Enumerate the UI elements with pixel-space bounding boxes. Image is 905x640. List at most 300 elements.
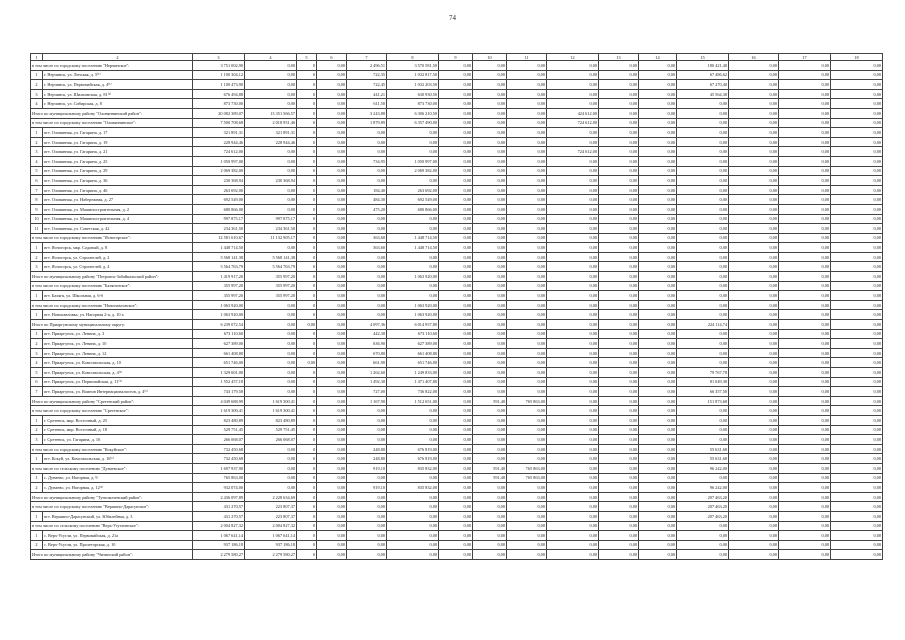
value-cell: 0,00	[639, 204, 677, 214]
value-cell: 0,00	[639, 463, 677, 473]
row-number-cell: 1	[31, 531, 43, 541]
value-cell: 0,00	[317, 233, 347, 243]
value-cell: 0,00	[677, 531, 729, 541]
value-cell: 627 389,00	[387, 339, 439, 349]
value-cell: 180 421,40	[677, 61, 729, 71]
value-cell: 0,00	[599, 166, 639, 176]
value-cell: 0,00	[831, 454, 883, 464]
value-cell: 732 450,68	[193, 454, 245, 464]
value-cell: 79 767,78	[677, 368, 729, 378]
value-cell: 0,00	[639, 454, 677, 464]
value-cell: 0,00	[547, 272, 599, 282]
value-cell: 0,00	[729, 80, 779, 90]
value-cell: 0,00	[639, 300, 677, 310]
value-cell: 263 692,00	[387, 185, 439, 195]
value-cell: 0,00	[245, 195, 297, 205]
value-cell: 0,00	[439, 540, 473, 550]
value-cell: 0,00	[547, 176, 599, 186]
value-cell: 0,00	[507, 540, 547, 550]
value-cell: 0,00	[347, 492, 387, 502]
value-cell: 2 069 382,00	[387, 166, 439, 176]
value-cell: 0,00	[547, 415, 599, 425]
value-cell: 0,00	[547, 339, 599, 349]
value-cell: 0,00	[507, 233, 547, 243]
value-cell: 0,00	[507, 262, 547, 272]
table-row	[31, 339, 883, 349]
value-cell: 0,00	[347, 425, 387, 435]
value-cell: 680 866,00	[387, 204, 439, 214]
value-cell: 0,00	[439, 243, 473, 253]
value-cell: 0,00	[639, 281, 677, 291]
value-cell: 0,00	[347, 166, 387, 176]
value-cell: 0,00	[547, 454, 599, 464]
address-cell: с. Дунаево, ул. Нагорная, д. 9	[43, 473, 193, 483]
table-row	[31, 550, 883, 560]
value-cell: 0,00	[245, 204, 297, 214]
value-cell: 0,00	[599, 252, 639, 262]
value-cell: 835 832,00	[387, 483, 439, 493]
value-cell: 0,00	[387, 176, 439, 186]
value-cell: 234 361,50	[245, 224, 297, 234]
value-cell: 823 480,89	[193, 415, 245, 425]
address-cell: пгт. Оловянная, ул. Машиностроительная, д. 2	[43, 204, 193, 214]
district-total-label: Итого по муниципальному району "Тунгокоченский район":	[31, 492, 193, 502]
value-cell: 0,00	[831, 521, 883, 531]
value-cell: 0,00	[473, 214, 507, 224]
address-cell: пгт. Приаргунск, ул. Ленина, д. 12	[43, 348, 193, 358]
value-cell: 0,00	[729, 521, 779, 531]
row-number-cell: 3	[31, 262, 43, 272]
value-cell: 0,00	[639, 185, 677, 195]
value-cell: 0,00	[473, 358, 507, 368]
value-cell: 223 807,37	[245, 511, 297, 521]
value-cell: 0,00	[831, 61, 883, 71]
value-cell: 0,00	[439, 531, 473, 541]
value-cell: 0,00	[317, 291, 347, 301]
value-cell: 0,00	[387, 492, 439, 502]
value-cell: 0,00	[317, 502, 347, 512]
value-cell: 0,00	[639, 320, 677, 330]
value-cell: 207 463,20	[677, 492, 729, 502]
address-cell: пгт. Оловянная, ул. Советская, д. 42	[43, 224, 193, 234]
value-cell: 0,00	[439, 108, 473, 118]
value-cell: 0,00	[729, 108, 779, 118]
value-cell: 0,00	[245, 473, 297, 483]
value-cell: 0,00	[729, 339, 779, 349]
value-cell: 0,00	[729, 368, 779, 378]
value-cell: 0,00	[677, 550, 729, 560]
value-cell: 0,00	[639, 339, 677, 349]
value-cell: 0,00	[831, 415, 883, 425]
table-row	[31, 214, 883, 224]
value-cell: 0,00	[831, 281, 883, 291]
value-cell: 0,00	[639, 310, 677, 320]
value-cell: 263 692,00	[193, 185, 245, 195]
value-cell: 676 819,00	[387, 454, 439, 464]
value-cell: 0,00	[729, 358, 779, 368]
value-cell: 0,00	[677, 473, 729, 483]
value-cell: 0,00	[547, 435, 599, 445]
value-cell: 692 549,00	[387, 195, 439, 205]
table-row	[31, 320, 883, 330]
value-cell: 0	[297, 204, 317, 214]
value-cell: 0,00	[779, 348, 831, 358]
value-cell: 6 239 072,54	[193, 320, 245, 330]
table-row	[31, 329, 883, 339]
value-cell: 0,00	[507, 300, 547, 310]
value-cell: 0,00	[473, 368, 507, 378]
value-cell: 0,00	[729, 70, 779, 80]
value-cell: 0,00	[729, 444, 779, 454]
value-cell: 0	[297, 118, 317, 128]
value-cell: 0,00	[599, 540, 639, 550]
value-cell: 0,00	[831, 204, 883, 214]
value-cell: 0,00	[547, 185, 599, 195]
value-cell: 670,80	[347, 348, 387, 358]
value-cell: 743 179,58	[193, 387, 245, 397]
value-cell: 0,00	[347, 406, 387, 416]
value-cell: 67 486,62	[677, 70, 729, 80]
value-cell: 651 746,00	[193, 358, 245, 368]
value-cell: 0,00	[317, 176, 347, 186]
value-cell: 0,00	[507, 320, 547, 330]
table-row	[31, 156, 883, 166]
value-cell: 0	[297, 156, 317, 166]
address-cell: пгт. Ясногорск, ул. Строителей, д. 4	[43, 262, 193, 272]
value-cell: 1 032 817,50	[387, 70, 439, 80]
table-row	[31, 224, 883, 234]
value-cell: 0,00	[639, 224, 677, 234]
district-total-label: Итого по Приаргунскому муниципальному округу:	[31, 320, 193, 330]
value-cell: 0,00	[439, 358, 473, 368]
value-cell: 0,00	[779, 377, 831, 387]
value-cell: 0,00	[439, 492, 473, 502]
value-cell: 0,00	[677, 521, 729, 531]
value-cell: 0,00	[507, 521, 547, 531]
row-number-cell: 2	[31, 137, 43, 147]
table-row	[31, 291, 883, 301]
value-cell: 835 832,00	[387, 463, 439, 473]
value-cell: 0,00	[245, 387, 297, 397]
value-cell: 0,00	[831, 176, 883, 186]
value-cell: 0,00	[599, 262, 639, 272]
value-cell: 55 631,68	[677, 454, 729, 464]
address-cell: пгт. Ясногорск, мкр. Садовый, д. 8	[43, 243, 193, 253]
value-cell: 0,00	[779, 108, 831, 118]
value-cell: 0,00	[779, 137, 831, 147]
value-cell: 0,00	[245, 61, 297, 71]
value-cell: 0,00	[729, 320, 779, 330]
column-number-cell: 1	[31, 54, 43, 61]
value-cell: 0,00	[507, 137, 547, 147]
value-cell: 0,00	[599, 300, 639, 310]
value-cell: 0,00	[599, 502, 639, 512]
value-cell: 0,00	[729, 291, 779, 301]
settlement-subtotal-label: в том числе по городскому поселению "Нерчинское":	[31, 61, 193, 71]
value-cell: 0,00	[639, 502, 677, 512]
value-cell: 223 807,37	[245, 502, 297, 512]
value-cell: 0,00	[547, 61, 599, 71]
value-cell: 0,00	[677, 118, 729, 128]
value-cell: 0,00	[439, 61, 473, 71]
value-cell: 1 167,90	[347, 396, 387, 406]
value-cell: 627 389,00	[193, 339, 245, 349]
value-cell: 0,00	[507, 348, 547, 358]
value-cell: 0,00	[831, 511, 883, 521]
value-cell: 0,00	[599, 224, 639, 234]
table-row	[31, 348, 883, 358]
value-cell: 1 419 917,20	[193, 272, 245, 282]
value-cell: 55 631,68	[677, 444, 729, 454]
district-total-label: Итого по муниципальному району "Читинский район":	[31, 550, 193, 560]
value-cell: 1 249 833,00	[387, 368, 439, 378]
value-cell: 0,00	[507, 70, 547, 80]
value-cell: 0,00	[439, 368, 473, 378]
value-cell: 630 930,50	[387, 89, 439, 99]
row-number-cell: 1	[31, 329, 43, 339]
value-cell: 431 270,57	[193, 511, 245, 521]
value-cell: 0,00	[729, 281, 779, 291]
value-cell: 0,00	[473, 176, 507, 186]
value-cell: 7 500 708,68	[193, 118, 245, 128]
value-cell: 0,00	[677, 300, 729, 310]
value-cell: 591,40	[473, 396, 507, 406]
value-cell: 0,00	[729, 195, 779, 205]
value-cell: 355 997,20	[193, 281, 245, 291]
value-cell: 765 863,00	[193, 473, 245, 483]
value-cell: 0,00	[347, 128, 387, 138]
column-number-cell: 10	[473, 54, 507, 61]
row-number-cell: 1	[31, 128, 43, 138]
value-cell: 0,00	[831, 214, 883, 224]
value-cell: 0,00	[387, 473, 439, 483]
value-cell: 0	[297, 300, 317, 310]
value-cell: 0,00	[639, 377, 677, 387]
table-row	[31, 425, 883, 435]
value-cell: 0,00	[439, 252, 473, 262]
value-cell: 0,00	[245, 80, 297, 90]
value-cell: 0,00	[831, 99, 883, 109]
value-cell: 0,00	[317, 252, 347, 262]
row-number-cell: 4	[31, 99, 43, 109]
value-cell: 484,30	[347, 195, 387, 205]
column-number-cell: 16	[729, 54, 779, 61]
table-row	[31, 521, 883, 531]
value-cell: 0,00	[639, 195, 677, 205]
value-cell: 0,00	[347, 281, 387, 291]
value-cell: 0,00	[779, 511, 831, 521]
value-cell: 0,00	[677, 281, 729, 291]
value-cell: 0,00	[245, 368, 297, 378]
row-number-cell: 3	[31, 147, 43, 157]
value-cell: 0,00	[439, 473, 473, 483]
value-cell: 0,00	[599, 281, 639, 291]
value-cell: 0,00	[547, 502, 599, 512]
value-cell: 0,00	[473, 128, 507, 138]
value-cell: 0,00	[507, 444, 547, 454]
value-cell: 0,00	[729, 502, 779, 512]
value-cell: 0,00	[831, 473, 883, 483]
value-cell: 0,00	[729, 473, 779, 483]
value-cell: 0,00	[599, 348, 639, 358]
value-cell: 673 110,60	[193, 329, 245, 339]
value-cell: 0	[297, 540, 317, 550]
address-cell: с. Верх-Усугли, ул. Пролетарская, д. 10	[43, 540, 193, 550]
value-cell: 0,00	[547, 281, 599, 291]
value-cell: 765 863,00	[507, 473, 547, 483]
value-cell: 441,21	[347, 89, 387, 99]
value-cell: 0,00	[639, 262, 677, 272]
value-cell: 0,00	[245, 444, 297, 454]
value-cell: 0,00	[439, 204, 473, 214]
value-cell: 0,00	[473, 310, 507, 320]
value-cell: 0,00	[473, 108, 507, 118]
value-cell: 0,00	[317, 214, 347, 224]
value-cell: 0,00	[347, 214, 387, 224]
value-cell: 0,00	[599, 156, 639, 166]
value-cell: 0,00	[317, 511, 347, 521]
value-cell: 0,00	[831, 243, 883, 253]
value-cell: 0,00	[473, 339, 507, 349]
table-row	[31, 300, 883, 310]
value-cell: 0	[297, 233, 317, 243]
value-cell: 0,00	[599, 70, 639, 80]
value-cell: 0,00	[779, 396, 831, 406]
value-cell: 0,00	[245, 300, 297, 310]
value-cell: 2 496,51	[347, 61, 387, 71]
table-row	[31, 310, 883, 320]
value-cell: 0,00	[317, 137, 347, 147]
value-cell: 2 279 580,27	[245, 550, 297, 560]
value-cell: 0,00	[347, 435, 387, 445]
table-row	[31, 61, 883, 71]
value-cell: 0,00	[677, 329, 729, 339]
value-cell: 0,00	[831, 377, 883, 387]
value-cell: 0,00	[473, 195, 507, 205]
value-cell: 0,00	[599, 444, 639, 454]
value-cell: 0,00	[439, 444, 473, 454]
value-cell: 0,00	[317, 70, 347, 80]
value-cell: 0,00	[831, 156, 883, 166]
repair-program-table	[30, 53, 883, 560]
value-cell: 0,00	[599, 320, 639, 330]
value-cell: 727,00	[347, 387, 387, 397]
value-cell: 230 368,94	[193, 176, 245, 186]
value-cell: 0,00	[779, 415, 831, 425]
table-row	[31, 387, 883, 397]
row-number-cell: 1	[31, 473, 43, 483]
value-cell: 937 186,18	[193, 540, 245, 550]
value-cell: 0,00	[677, 291, 729, 301]
table-body	[31, 54, 883, 560]
value-cell: 0,00	[599, 61, 639, 71]
row-number-cell: 6	[31, 377, 43, 387]
value-cell: 0,00	[439, 387, 473, 397]
address-cell: пгт. Оловянная, ул. Гагарина, д. 46	[43, 185, 193, 195]
table-row	[31, 377, 883, 387]
value-cell: 0,00	[599, 425, 639, 435]
value-cell: 0,00	[473, 252, 507, 262]
value-cell: 1 032 203,50	[387, 80, 439, 90]
value-cell: 0	[297, 99, 317, 109]
value-cell: 0,00	[317, 492, 347, 502]
value-cell: 732 450,68	[193, 444, 245, 454]
value-cell: 0,00	[245, 99, 297, 109]
value-cell: 0,00	[473, 377, 507, 387]
table-row	[31, 70, 883, 80]
value-cell: 0,00	[317, 262, 347, 272]
value-cell: 0,00	[599, 396, 639, 406]
value-cell: 0,00	[599, 463, 639, 473]
value-cell: 0,00	[347, 147, 387, 157]
value-cell: 0,00	[507, 329, 547, 339]
value-cell: 266 068,07	[245, 435, 297, 445]
value-cell: 0	[297, 262, 317, 272]
table-row	[31, 176, 883, 186]
value-cell: 0	[297, 147, 317, 157]
value-cell: 0,00	[245, 339, 297, 349]
value-cell: 0,00	[779, 310, 831, 320]
value-cell: 0,00	[677, 358, 729, 368]
value-cell: 0,00	[779, 339, 831, 349]
value-cell: 0,00	[317, 368, 347, 378]
value-cell: 0,00	[317, 483, 347, 493]
value-cell: 0,00	[347, 262, 387, 272]
value-cell: 0,00	[547, 396, 599, 406]
address-cell: г. Нерчинск, ул. Шилкинская, д. 81⁽¹⁾	[43, 89, 193, 99]
value-cell: 0,00	[729, 415, 779, 425]
value-cell: 0,00	[547, 348, 599, 358]
value-cell: 0,00	[387, 531, 439, 541]
value-cell: 355 997,20	[193, 291, 245, 301]
column-number-cell: 13	[599, 54, 639, 61]
address-cell: пгт. Новопавловка, ул. Нагорная 2-я, д. 10 а	[43, 310, 193, 320]
address-cell: пгт. Приаргунск, ул. Ленина, д. 10	[43, 339, 193, 349]
value-cell: 0,00	[317, 377, 347, 387]
value-cell: 0,00	[639, 387, 677, 397]
value-cell: 0,00	[473, 444, 507, 454]
value-cell: 0,00	[245, 70, 297, 80]
value-cell: 0,00	[245, 185, 297, 195]
value-cell: 0,00	[831, 166, 883, 176]
value-cell: 0,00	[317, 521, 347, 531]
value-cell: 0,00	[677, 128, 729, 138]
value-cell: 0,00	[297, 320, 317, 330]
value-cell: 0,00	[439, 80, 473, 90]
value-cell: 0,00	[831, 550, 883, 560]
value-cell: 0,00	[729, 540, 779, 550]
value-cell: 0,00	[473, 243, 507, 253]
value-cell: 424 612,00	[547, 108, 599, 118]
value-cell: 0,00	[779, 89, 831, 99]
value-cell: 0,00	[473, 483, 507, 493]
value-cell: 0,00	[473, 531, 507, 541]
value-cell: 676 494,88	[193, 89, 245, 99]
value-cell: 0,00	[245, 166, 297, 176]
value-cell: 0,00	[245, 310, 297, 320]
value-cell: 1 512 651,00	[387, 396, 439, 406]
value-cell: 0,00	[599, 483, 639, 493]
value-cell: 0,00	[245, 483, 297, 493]
value-cell: 0,00	[317, 550, 347, 560]
value-cell: 0,00	[317, 156, 347, 166]
value-cell: 248,80	[347, 444, 387, 454]
value-cell: 0,00	[677, 406, 729, 416]
value-cell: 0	[297, 291, 317, 301]
value-cell: 0,00	[639, 415, 677, 425]
value-cell: 997 875,17	[245, 214, 297, 224]
value-cell: 0,00	[439, 329, 473, 339]
